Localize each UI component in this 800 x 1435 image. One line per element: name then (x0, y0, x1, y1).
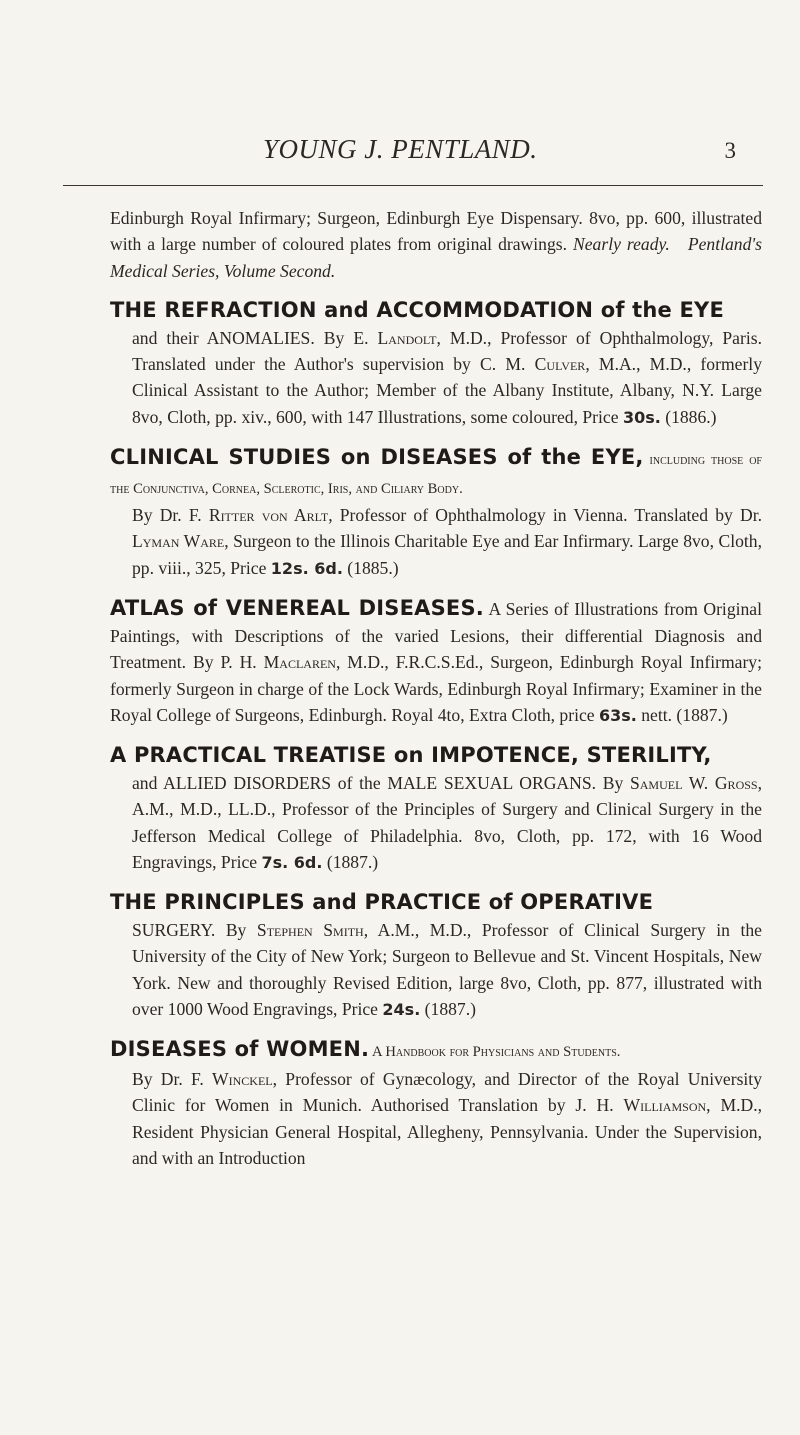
author-name: Maclaren (263, 652, 336, 673)
price: 7s. 6d. (261, 852, 323, 872)
entry-description: SURGERY. By Stephen Smith, A.M., M.D., Professor of Clinical Surgery in the University of the City of New York; Surgeon to Bellevue and St. Vincent Hospitals, New York. New and thoroughly Revised Edition, large 8vo, Cloth, pp. 877, illustrated with over 1000 Wood Engravings, Price 24s. (1887.) (132, 919, 762, 1019)
catalogue-entry: ATLAS of VENEREAL DISEASES. A Series of Illustrations from Original Paintings, with Descriptions of the varied Lesions, their differential Diagnosis and Treatment. By P. H. Maclaren, M.D., F.R.C.S.Ed., Surgeon, Edinburgh Royal Infirmary; formerly Surgeon in charge of the Lock Wards, Edinburgh Royal Infirmary; Examiner in the Royal College of Surgeons, Edinburgh. Royal 4to, Extra Cloth, price 63s. nett. (1887.) (110, 596, 762, 725)
entry-title: THE REFRACTION and ACCOMMODATION of the EYE (110, 298, 725, 323)
entry-description: and ALLIED DISORDERS of the MALE SEXUAL ORGANS. By Samuel W. Gross, A.M., M.D., LL.D., Professor of the Principles of Surgery and Clinical Surgery in the Jefferson Medical College of Philadelphia. 8vo, Cloth, pp. 172, with 16 Wood Engravings, Price 7s. 6d. (1887.) (132, 772, 762, 872)
price: 63s. (598, 705, 637, 725)
entry-title: DISEASES of WOMEN. (110, 1037, 370, 1062)
catalogue-entry (110, 297, 762, 431)
catalogue-listing (110, 205, 762, 1184)
entry-subtitle: A Handbook for Physicians and Students. (369, 1044, 621, 1061)
series-note: Pentland's Medical Series, Volume Second. (110, 234, 762, 281)
price: 30s. (622, 407, 661, 427)
header-rule (63, 185, 763, 186)
entry-title: A PRACTICAL TREATISE on IMPOTENCE, STERILITY, (110, 743, 712, 768)
entry-title: CLINICAL STUDIES on DISEASES of the EYE, (110, 445, 644, 470)
entry-title: THE PRINCIPLES and PRACTICE of OPERATIVE (110, 890, 654, 915)
author-name: Ritter von Arlt (208, 505, 329, 526)
translator-name: Culver (534, 354, 586, 375)
catalogue-entry (110, 889, 762, 1023)
entry-description: and their ANOMALIES. By E. Landolt, M.D., Professor of Ophthalmology, Paris. Translated under the Author's supervision by C. M. Culver, M.A., M.D., formerly Clinical Assistant to the Author; Member of the Albany Institute, Albany, N.Y. Large 8vo, Cloth, pp. xiv., 600, with 147 Illustrations, some coloured, Price 30s. (1886.) (132, 327, 762, 427)
entry-title: ATLAS of VENEREAL DISEASES. (110, 596, 484, 621)
author-name: Stephen Smith (256, 919, 364, 940)
author-name: Landolt (377, 327, 437, 348)
entry-description: By Dr. F. Ritter von Arlt, Professor of Ophthalmology in Vienna. Translated by Dr. Lyman Ware, Surgeon to the Illinois Charitable Eye and Ear Infirmary. Large 8vo, Cloth, pp. viii., 325, Price 12s. 6d. (1885.) (132, 505, 762, 578)
author-name: Samuel W. Gross (629, 772, 758, 793)
author-name: Winckel (212, 1068, 273, 1089)
page-header (218, 134, 758, 184)
translator-name: Lyman Ware (132, 531, 225, 552)
page-number: 3 (724, 138, 736, 163)
running-title: YOUNG J. PENTLAND. (263, 134, 538, 164)
translator-name: Williamson (623, 1095, 707, 1116)
entry-subtitle: including those of the Conjunctiva, Cornea, Sclerotic, Iris, and Ciliary Body. (110, 452, 762, 497)
price: 12s. 6d. (270, 558, 343, 578)
catalogue-entry (110, 742, 762, 876)
catalogue-entry (110, 1036, 762, 1171)
catalogue-entry (110, 444, 762, 582)
continued-entry: Edinburgh Royal Infirmary; Surgeon, Edinburgh Eye Dispensary. 8vo, pp. 600, illustrated with a large number of coloured plates from original drawings. Nearly ready. Pentland's Medical Series, Volume Second. (110, 208, 762, 281)
entry-description: By Dr. F. Winckel, Professor of Gynæcology, and Director of the Royal University Clinic for Women in Munich. Authorised Translation by J. H. Williamson, M.D., Resident Physician General Hospital, Allegheny, Pennsylvania. Under the Supervision, and with an Introduction (132, 1068, 762, 1168)
status-note: Nearly ready. (573, 234, 670, 255)
price: 24s. (382, 999, 421, 1019)
